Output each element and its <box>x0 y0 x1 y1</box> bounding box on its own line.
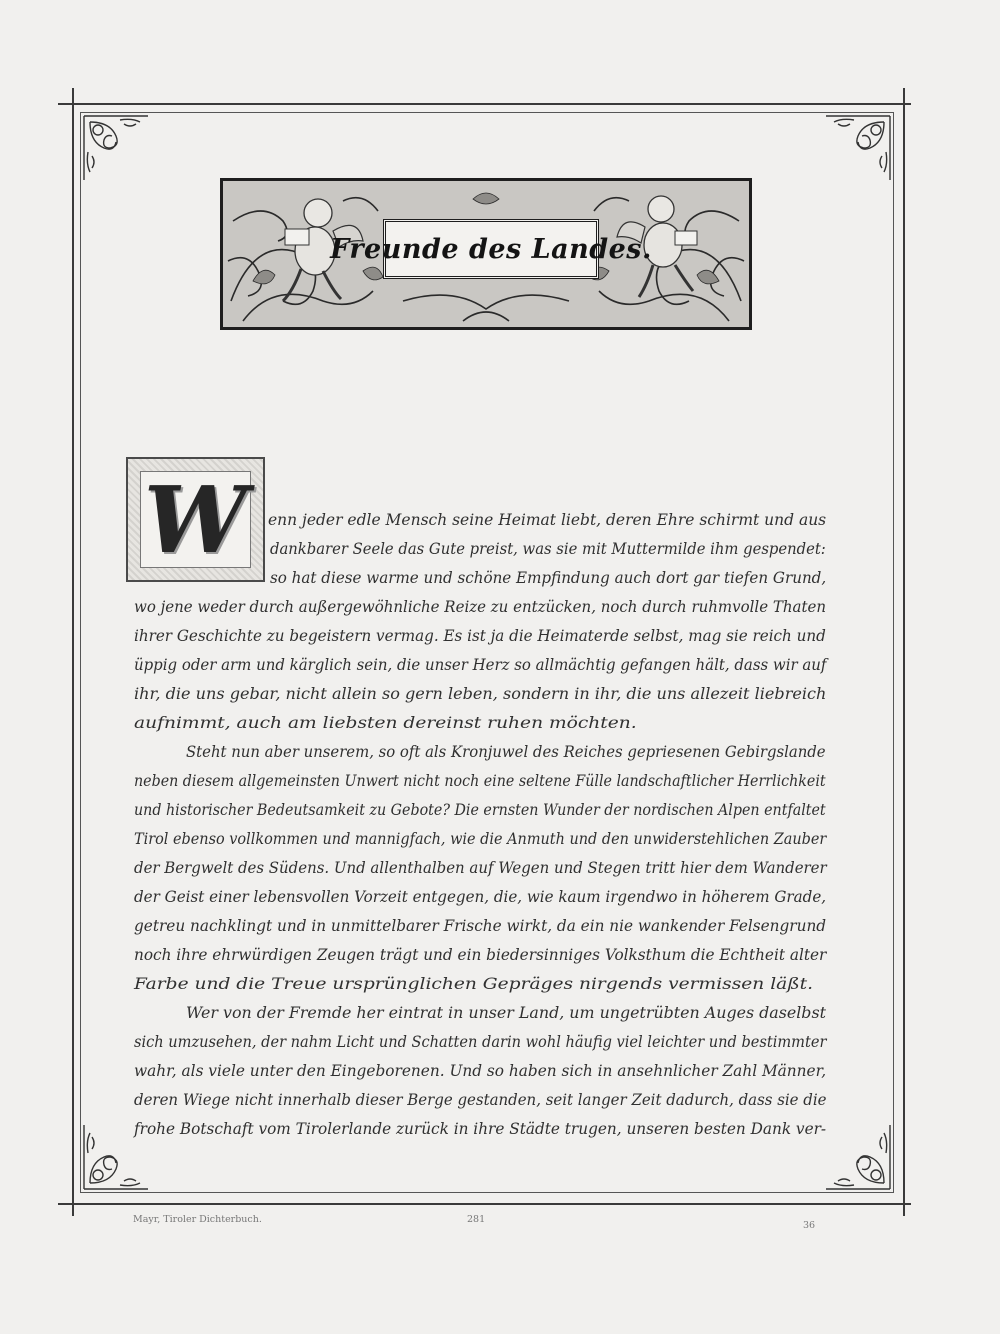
text-line: ihrer Geschichte zu begeistern vermag. Es ist ja die Heimaterde selbst, mag sie reich und <box>134 626 826 645</box>
text-line: wahr, als viele unter den Eingeborenen. Und so haben sich in ansehnlicher Zahl Männer, <box>134 1061 827 1080</box>
text-line: der Geist einer lebensvollen Vorzeit entgegen, die, wie kaum irgendwo in höherem Grade, <box>134 887 827 906</box>
text-line: so hat diese warme und schöne Empfindung auch dort gar tiefen Grund, <box>270 568 827 587</box>
dropcap-initial <box>126 457 265 582</box>
footer-page-number: 281 <box>467 1214 486 1225</box>
frame-line-right <box>903 88 905 1216</box>
text-line: ihr, die uns gebar, nicht allein so gern leben, sondern in ihr, die uns allezeit liebreich <box>134 684 827 703</box>
text-line: neben diesem allgemeinsten Unwert nicht noch eine seltene Fülle landschaftlicher Herrlichkeit <box>134 771 826 790</box>
footer-author: Mayr, Tiroler Dichterbuch. <box>133 1214 262 1225</box>
corner-ornament-top-left <box>80 112 152 184</box>
footer-signature: 36 <box>803 1220 816 1231</box>
text-line: wo jene weder durch außergewöhnliche Reize zu entzücken, noch durch ruhmvolle Thaten <box>134 597 826 616</box>
text-line: üppig oder arm und kärglich sein, die unser Herz so allmächtig gefangen hält, dass wir auf <box>134 655 827 674</box>
corner-ornament-top-right <box>822 112 894 184</box>
corner-ornament-bottom-right <box>822 1121 894 1193</box>
title-plate <box>330 219 652 279</box>
text-line: deren Wiege nicht innerhalb dieser Berge gestanden, seit langer Zeit dadurch, dass sie die <box>134 1090 827 1109</box>
page-title: Freunde des Landes. <box>330 233 652 265</box>
text-line: Tirol ebenso vollkommen und mannigfach, wie die Anmuth und den unwiderstehlichen Zauber <box>134 829 827 848</box>
dropcap-letter: W <box>143 465 248 574</box>
text-line: aufnimmt, auch am liebsten dereinst ruhen möchten. <box>134 713 637 732</box>
header-banner <box>220 178 752 330</box>
text-line: und historischer Bedeutsamkeit zu Gebote? Die ernsten Wunder der nordischen Alpen entfaltet <box>134 800 826 819</box>
text-line: Farbe und die Treue ursprünglichen Gepräges nirgends vermissen läßt. <box>134 974 814 993</box>
text-line: Steht nun aber unserem, so oft als Kronjuwel des Reiches gepriesenen Gebirgslande <box>186 742 826 761</box>
text-line: Wer von der Fremde her eintrat in unser Land, um ungetrübten Auges daselbst <box>186 1003 826 1022</box>
text-line: getreu nachklingt und in unmittelbarer Frische wirkt, da ein nie wankender Felsengrund <box>134 916 827 935</box>
text-line: frohe Botschaft vom Tirolerlande zurück in ihre Städte trugen, unseren besten Dank ver- <box>134 1119 827 1138</box>
text-line: noch ihre ehrwürdigen Zeugen trägt und ein biedersinniges Volksthum die Echtheit alter <box>134 945 827 964</box>
text-line: der Bergwelt des Südens. Und allenthalben auf Wegen und Stegen tritt hier dem Wanderer <box>134 858 827 877</box>
text-line: sich umzusehen, der nahm Licht und Schatten darin wohl häufig viel leichter und bestimmter <box>134 1032 827 1051</box>
frame-line-left <box>72 88 74 1216</box>
text-line: dankbarer Seele das Gute preist, was sie mit Muttermilde ihm gespendet: <box>270 539 826 558</box>
text-line: enn jeder edle Mensch seine Heimat liebt, deren Ehre schirmt und aus <box>268 510 827 529</box>
frame-line-top <box>58 103 911 105</box>
dropcap-inner <box>140 465 251 574</box>
frame-line-bottom <box>58 1203 911 1205</box>
